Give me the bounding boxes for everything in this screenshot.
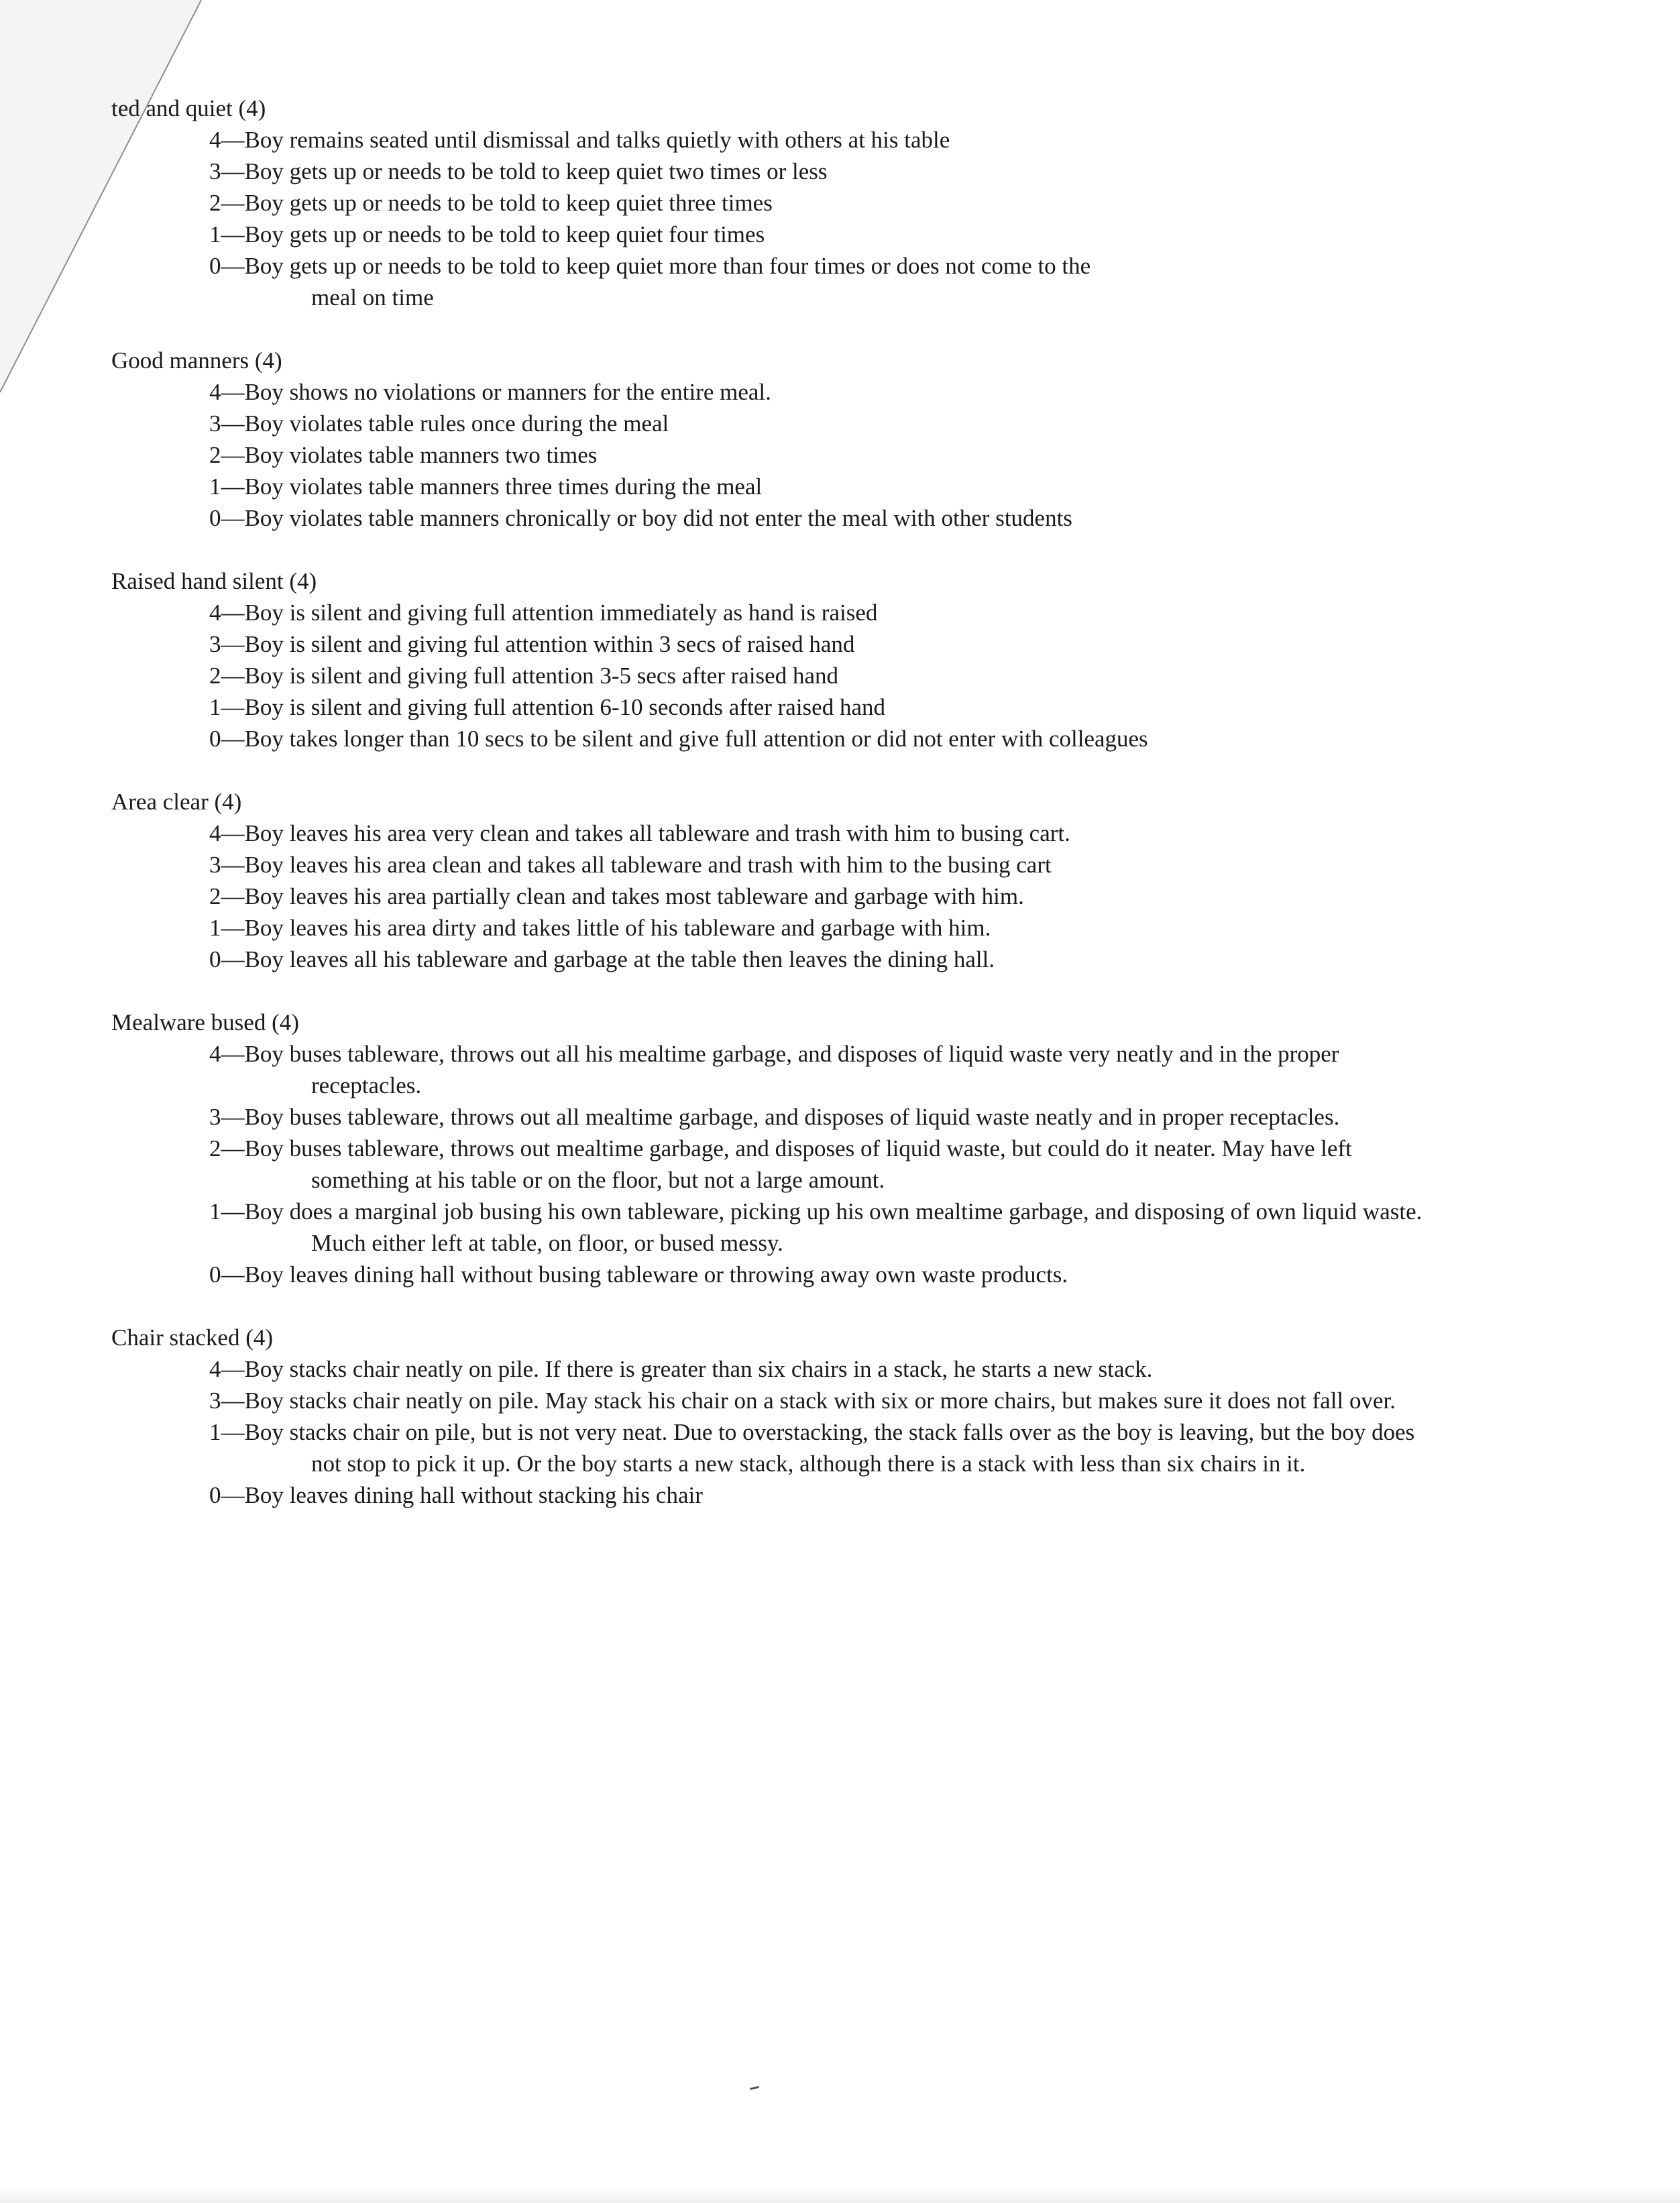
- score-value: 3: [209, 1104, 221, 1130]
- section-title: Raised hand silent (4): [111, 568, 317, 594]
- em-dash: —: [221, 726, 245, 752]
- em-dash: —: [221, 694, 245, 720]
- em-dash: —: [221, 1104, 245, 1130]
- score-criterion: [107, 376, 1623, 408]
- em-dash: —: [221, 883, 245, 909]
- score-criterion: [107, 849, 1623, 881]
- criterion-text: Boy stacks chair neatly on pile. May stack his chair on a stack with six or more chairs, but makes sure it does not fall over.: [244, 1388, 1396, 1414]
- scan-edge: [0, 2188, 1680, 2203]
- em-dash: —: [221, 505, 245, 531]
- score-value: 0: [209, 253, 221, 279]
- criterion-text: Boy violates table manners two times: [244, 442, 598, 468]
- score-value: 0: [209, 726, 221, 752]
- score-criterion: [107, 124, 1623, 156]
- em-dash: —: [221, 221, 245, 247]
- em-dash: —: [221, 1356, 245, 1382]
- section-title: Chair stacked (4): [111, 1324, 274, 1351]
- score-criterion: [107, 439, 1623, 471]
- scan-speck: [750, 2086, 759, 2090]
- score-criterion: [107, 881, 1623, 912]
- em-dash: —: [221, 946, 245, 972]
- rubric-section: [107, 93, 1623, 313]
- rubric-section: [107, 565, 1623, 754]
- criterion-text: Boy takes longer than 10 secs to be silent and give full attention or did not enter with colleagues: [244, 726, 1148, 752]
- em-dash: —: [221, 600, 245, 626]
- section-title: Area clear (4): [111, 789, 242, 815]
- em-dash: —: [221, 1482, 245, 1508]
- criterion-text: Boy buses tableware, throws out all his mealtime garbage, and disposes of liquid waste very neatly and in the proper: [244, 1041, 1339, 1067]
- criterion-continuation: Much either left at table, on floor, or bused messy.: [311, 1230, 783, 1256]
- score-criterion: [107, 1479, 1623, 1511]
- rubric-section: [107, 786, 1623, 975]
- criterion-text: Boy gets up or needs to be told to keep quiet more than four times or does not come to the: [244, 253, 1091, 279]
- criterion-text: Boy is silent and giving full attention 3-5 secs after raised hand: [244, 663, 838, 689]
- score-value: 2: [209, 190, 221, 216]
- em-dash: —: [221, 253, 245, 279]
- score-value: 3: [209, 631, 221, 657]
- criterion-text: Boy shows no violations or manners for the entire meal.: [244, 379, 771, 405]
- em-dash: —: [221, 852, 245, 878]
- score-criterion: [107, 1385, 1623, 1416]
- criterion-text: Boy leaves dining hall without stacking his chair: [244, 1482, 703, 1508]
- em-dash: —: [221, 442, 245, 468]
- score-criterion: [107, 1259, 1623, 1290]
- score-value: 1: [209, 1198, 221, 1225]
- em-dash: —: [221, 1198, 245, 1225]
- section-title: Mealware bused (4): [111, 1009, 299, 1035]
- em-dash: —: [221, 127, 245, 153]
- criterion-text: Boy violates table rules once during the meal: [244, 410, 669, 437]
- score-criterion: [107, 817, 1623, 849]
- criterion-text: Boy is silent and giving ful attention within 3 secs of raised hand: [244, 631, 855, 657]
- criterion-text: Boy violates table manners three times during the meal: [244, 473, 763, 500]
- criterion-text: Boy violates table manners chronically or boy did not enter the meal with other students: [244, 505, 1072, 531]
- criterion-text: Boy buses tableware, throws out mealtime garbage, and disposes of liquid waste, but could do it neater. May have left: [244, 1135, 1352, 1162]
- section-title: Good manners (4): [111, 347, 282, 374]
- rubric-section: [107, 345, 1623, 534]
- score-value: 1: [209, 694, 221, 720]
- score-value: 4: [209, 1356, 221, 1382]
- criterion-text: Boy gets up or needs to be told to keep quiet two times or less: [244, 158, 828, 184]
- score-criterion: [107, 597, 1623, 628]
- score-criterion: [107, 187, 1623, 219]
- criterion-text: Boy leaves his area clean and takes all tableware and trash with him to the busing cart: [244, 852, 1052, 878]
- score-criterion: [107, 691, 1623, 723]
- criterion-text: Boy leaves his area dirty and takes little of his tableware and garbage with him.: [244, 915, 991, 941]
- rubric-section: [107, 1007, 1623, 1290]
- score-value: 4: [209, 1041, 221, 1067]
- score-criterion: [107, 219, 1623, 250]
- criterion-continuation: not stop to pick it up. Or the boy starts a new stack, although there is a stack with less than six chairs in it.: [311, 1451, 1306, 1477]
- score-value: 1: [209, 915, 221, 941]
- score-criterion: [107, 1416, 1623, 1479]
- score-value: 3: [209, 158, 221, 184]
- score-criterion: [107, 912, 1623, 944]
- em-dash: —: [221, 473, 245, 500]
- criterion-text: Boy is silent and giving full attention immediately as hand is raised: [244, 600, 878, 626]
- em-dash: —: [221, 379, 245, 405]
- score-value: 0: [209, 946, 221, 972]
- score-value: 3: [209, 852, 221, 878]
- score-criterion: [107, 1038, 1623, 1101]
- score-criterion: [107, 408, 1623, 439]
- score-value: 0: [209, 505, 221, 531]
- section-title: ted and quiet (4): [111, 95, 266, 121]
- score-criterion: [107, 1196, 1623, 1259]
- rubric-section: [107, 1322, 1623, 1511]
- criterion-text: Boy leaves all his tableware and garbage at the table then leaves the dining hall.: [244, 946, 995, 972]
- em-dash: —: [221, 663, 245, 689]
- score-value: 1: [209, 221, 221, 247]
- criterion-text: Boy remains seated until dismissal and talks quietly with others at his table: [244, 127, 950, 153]
- criterion-text: Boy is silent and giving full attention 6-10 seconds after raised hand: [244, 694, 885, 720]
- em-dash: —: [221, 410, 245, 437]
- criterion-text: Boy leaves dining hall without busing tableware or throwing away own waste products.: [244, 1261, 1068, 1288]
- criterion-text: Boy stacks chair neatly on pile. If there is greater than six chairs in a stack, he starts a new stack.: [244, 1356, 1153, 1382]
- em-dash: —: [221, 190, 245, 216]
- em-dash: —: [221, 158, 245, 184]
- score-value: 2: [209, 663, 221, 689]
- criterion-text: Boy does a marginal job busing his own tableware, picking up his own mealtime garbage, and disposing of own liquid waste.: [244, 1198, 1422, 1225]
- criterion-text: Boy leaves his area partially clean and takes most tableware and garbage with him.: [244, 883, 1024, 909]
- criterion-continuation: something at his table or on the floor, but not a large amount.: [311, 1167, 885, 1193]
- rubric-document: [107, 93, 1623, 1542]
- score-value: 4: [209, 379, 221, 405]
- criterion-text: Boy buses tableware, throws out all mealtime garbage, and disposes of liquid waste neatly and in proper receptacles.: [244, 1104, 1340, 1130]
- score-value: 3: [209, 1388, 221, 1414]
- criterion-text: Boy gets up or needs to be told to keep quiet three times: [244, 190, 773, 216]
- score-value: 4: [209, 127, 221, 153]
- criterion-continuation: receptacles.: [311, 1072, 422, 1098]
- score-criterion: [107, 471, 1623, 502]
- score-value: 4: [209, 600, 221, 626]
- criterion-continuation: meal on time: [311, 284, 434, 310]
- criterion-text: Boy leaves his area very clean and takes all tableware and trash with him to busing cart.: [244, 820, 1070, 846]
- em-dash: —: [221, 1135, 245, 1162]
- score-criterion: [107, 723, 1623, 754]
- score-criterion: [107, 1133, 1623, 1196]
- score-value: 2: [209, 883, 221, 909]
- score-value: 2: [209, 442, 221, 468]
- em-dash: —: [221, 1419, 245, 1445]
- score-value: 0: [209, 1482, 221, 1508]
- em-dash: —: [221, 631, 245, 657]
- em-dash: —: [221, 1261, 245, 1288]
- score-criterion: [107, 502, 1623, 534]
- score-criterion: [107, 1353, 1623, 1385]
- criterion-text: Boy gets up or needs to be told to keep quiet four times: [244, 221, 765, 247]
- criterion-text: Boy stacks chair on pile, but is not very neat. Due to overstacking, the stack falls over as the boy is leaving, but the boy does: [244, 1419, 1415, 1445]
- score-value: 1: [209, 1419, 221, 1445]
- score-criterion: [107, 660, 1623, 691]
- score-criterion: [107, 628, 1623, 660]
- em-dash: —: [221, 820, 245, 846]
- score-criterion: [107, 944, 1623, 975]
- score-criterion: [107, 156, 1623, 187]
- score-criterion: [107, 1101, 1623, 1133]
- score-value: 1: [209, 473, 221, 500]
- score-value: 4: [209, 820, 221, 846]
- score-criterion: [107, 250, 1623, 313]
- score-value: 0: [209, 1261, 221, 1288]
- em-dash: —: [221, 1041, 245, 1067]
- em-dash: —: [221, 915, 245, 941]
- score-value: 3: [209, 410, 221, 437]
- score-value: 2: [209, 1135, 221, 1162]
- em-dash: —: [221, 1388, 245, 1414]
